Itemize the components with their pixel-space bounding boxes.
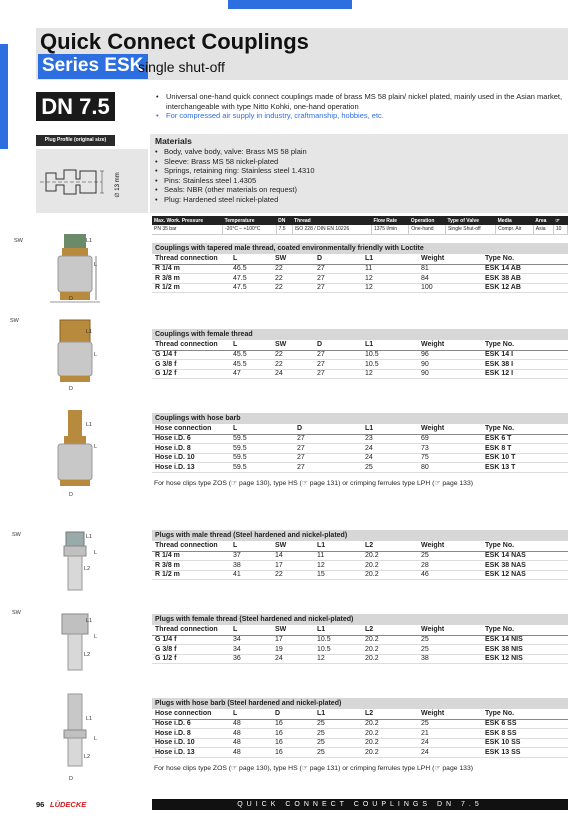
spec-value: Asia [533, 225, 553, 234]
cell: G 1/4 f [152, 635, 230, 645]
table-title: Couplings with female thread [152, 329, 568, 340]
dim-l: L [94, 634, 98, 640]
product-table [152, 243, 568, 293]
material-item: • Springs, retaining ring: Stainless steel 1.4310 [155, 166, 315, 176]
cell: 24 [418, 748, 482, 758]
type-number: ESK 12 NIS [482, 654, 568, 664]
dim-l1: L1 [86, 329, 93, 335]
spec-value: Single Shut-off [445, 225, 495, 234]
cell: 12 [314, 654, 362, 664]
cell: 28 [418, 561, 482, 571]
cell: G 1/4 f [152, 350, 230, 360]
cell: Hose i.D. 13 [152, 748, 230, 758]
side-accent-tab [0, 44, 8, 149]
col-header: Thread connection [152, 254, 230, 264]
cell: 17 [272, 635, 314, 645]
cell: 75 [418, 453, 482, 463]
cell: G 1/2 f [152, 369, 230, 379]
cell: 36 [230, 654, 272, 664]
top-accent-bar [228, 0, 352, 9]
col-header: Hose connection [152, 709, 230, 719]
col-header: L2 [362, 541, 418, 551]
cell: 11 [314, 551, 362, 561]
cell: R 1/4 m [152, 551, 230, 561]
cell: 22 [272, 274, 314, 284]
coupling-female-thread-image [36, 316, 116, 391]
cell: 27 [314, 274, 362, 284]
cell: 90 [418, 360, 482, 370]
cell: 16 [272, 729, 314, 739]
material-item: • Pins: Stainless steel 1.4305 [155, 176, 315, 186]
spec-value: -20°C – +100°C [223, 225, 277, 234]
col-header: L [230, 254, 272, 264]
cell: 27 [314, 369, 362, 379]
type-number: ESK 10 SS [482, 738, 568, 748]
cell: 10.5 [314, 635, 362, 645]
type-number: ESK 13 T [482, 463, 568, 473]
brand-logo: LÜDECKE [50, 800, 87, 809]
cell: Hose i.D. 6 [152, 434, 230, 444]
col-header: Type No. [482, 424, 568, 434]
plug-male-thread-image [36, 530, 116, 599]
dim-sw: SW [14, 238, 23, 244]
col-header: Weight [418, 254, 482, 264]
cell: 20.2 [362, 635, 418, 645]
col-header: SW [272, 254, 314, 264]
page-ref-icon: ☞ [553, 216, 567, 225]
cell: 46 [418, 570, 482, 580]
spec-table [152, 216, 568, 235]
cell: 22 [272, 283, 314, 293]
cell: R 1/4 m [152, 264, 230, 274]
cell: 19 [272, 645, 314, 655]
dim-d: D [69, 492, 73, 498]
intro-item-highlight: • For compressed air supply in industry, craftmanship, hobbies, etc. [156, 111, 566, 121]
cell: 27 [314, 360, 362, 370]
page-title: Quick Connect Couplings [40, 29, 309, 54]
cell: G 3/8 f [152, 360, 230, 370]
coupling-hose-barb-image [36, 408, 116, 495]
dim-l1: L1 [86, 534, 93, 540]
table-title: Couplings with hose barb [152, 413, 568, 424]
plug-profile-drawing [36, 149, 148, 213]
cell: 69 [418, 434, 482, 444]
spec-header: Media [496, 216, 534, 225]
cell: 45.5 [230, 360, 272, 370]
type-number: ESK 6 SS [482, 719, 568, 729]
type-number: ESK 8 SS [482, 729, 568, 739]
col-header: Type No. [482, 541, 568, 551]
cell: 16 [272, 719, 314, 729]
coupling-male-thread-image [36, 232, 116, 309]
cell: 34 [230, 645, 272, 655]
col-header: D [314, 254, 362, 264]
cell: 20.2 [362, 719, 418, 729]
cell: 47.5 [230, 274, 272, 284]
profile-label: Plug Profile (original size) [36, 135, 115, 146]
intro-item: • Universal one-hand quick connect couplings made of brass MS 58 plain/ nickel plated, mainly used in the Asian market, interchangeable with type Nitto Kohki, one-hand operation [156, 92, 566, 111]
cell: 24 [418, 738, 482, 748]
dim-sw: SW [12, 532, 21, 538]
col-header: L1 [314, 709, 362, 719]
cell: 45.5 [230, 350, 272, 360]
dim-l1: L1 [86, 716, 93, 722]
page-number: 96 [36, 800, 45, 809]
cell: R 3/8 m [152, 274, 230, 284]
cell: 34 [230, 635, 272, 645]
series-subtitle: single shut-off [138, 59, 225, 75]
profile-dimension: ∅ 13 mm [115, 172, 121, 198]
cell: 84 [418, 274, 482, 284]
hose-clip-note: For hose clips type ZOS (☞ page 130), type HS (☞ page 131) or crimping ferrules type LPH (☞ page 133) [154, 765, 473, 772]
cell: Hose i.D. 10 [152, 453, 230, 463]
cell: 20.2 [362, 729, 418, 739]
cell: 25 [314, 738, 362, 748]
cell: 59.5 [230, 463, 294, 473]
cell: 48 [230, 729, 272, 739]
cell: 41 [230, 570, 272, 580]
cell: 14 [272, 551, 314, 561]
cell: 27 [294, 444, 362, 454]
dim-l: L [94, 352, 98, 358]
col-header: Weight [418, 625, 482, 635]
cell: 24 [272, 654, 314, 664]
cell: 16 [272, 748, 314, 758]
type-number: ESK 38 AB [482, 274, 568, 284]
cell: 25 [418, 635, 482, 645]
plug-female-thread-image [36, 610, 116, 679]
cell: 27 [294, 463, 362, 473]
spec-header: Operation [409, 216, 446, 225]
cell: 25 [418, 551, 482, 561]
cell: Hose i.D. 8 [152, 729, 230, 739]
product-table [152, 698, 568, 758]
cell: R 1/2 m [152, 283, 230, 293]
spec-value: Compr. Air [496, 225, 534, 234]
col-header: Thread connection [152, 625, 230, 635]
col-header: D [294, 424, 362, 434]
cell: 73 [418, 444, 482, 454]
cell: 25 [362, 463, 418, 473]
col-header: Hose connection [152, 424, 230, 434]
cell: G 1/2 f [152, 654, 230, 664]
product-table [152, 329, 568, 379]
type-number: ESK 10 T [482, 453, 568, 463]
product-table [152, 614, 568, 664]
cell: 59.5 [230, 453, 294, 463]
dim-d: D [69, 386, 73, 392]
col-header: L1 [314, 625, 362, 635]
col-header: SW [272, 340, 314, 350]
col-header: Weight [418, 541, 482, 551]
dim-l: L [94, 444, 98, 450]
type-number: ESK 12 I [482, 369, 568, 379]
material-item: • Seals: NBR (other materials on request) [155, 185, 315, 195]
cell: 15 [314, 570, 362, 580]
cell: 100 [418, 283, 482, 293]
cell: 27 [294, 434, 362, 444]
type-number: ESK 14 NIS [482, 635, 568, 645]
cell: 59.5 [230, 444, 294, 454]
cell: 22 [272, 350, 314, 360]
cell: 12 [314, 561, 362, 571]
cell: 10.5 [362, 360, 418, 370]
cell: 17 [272, 561, 314, 571]
dim-l2: L2 [84, 754, 91, 760]
cell: 59.5 [230, 434, 294, 444]
cell: Hose i.D. 6 [152, 719, 230, 729]
cell: 23 [362, 434, 418, 444]
col-header: L2 [362, 625, 418, 635]
dim-l: L [94, 262, 98, 268]
intro-list [156, 92, 566, 121]
cell: R 1/2 m [152, 570, 230, 580]
dim-sw: SW [12, 610, 21, 616]
cell: 24 [362, 453, 418, 463]
table-title: Plugs with male thread (Steel hardened and nickel-plated) [152, 530, 568, 541]
col-header: L [230, 340, 272, 350]
cell: 22 [272, 360, 314, 370]
cell: 46.5 [230, 264, 272, 274]
type-number: ESK 6 T [482, 434, 568, 444]
plug-hose-barb-image [36, 692, 116, 777]
spec-header: Temperature [223, 216, 277, 225]
cell: 20.2 [362, 570, 418, 580]
cell: 27 [294, 453, 362, 463]
type-number: ESK 8 T [482, 444, 568, 454]
spec-header: Max. Work. Pressure [152, 216, 223, 225]
dim-d: D [69, 776, 73, 782]
col-header: D [272, 709, 314, 719]
col-header: Type No. [482, 254, 568, 264]
product-table [152, 530, 568, 580]
cell: 37 [230, 551, 272, 561]
cell: Hose i.D. 13 [152, 463, 230, 473]
spec-header: Flow Rate [371, 216, 408, 225]
cell: 48 [230, 738, 272, 748]
dn-badge: DN 7.5 [36, 92, 115, 121]
type-number: ESK 14 NAS [482, 551, 568, 561]
spec-value: One-hand [409, 225, 446, 234]
cell: 25 [314, 729, 362, 739]
type-number: ESK 14 AB [482, 264, 568, 274]
col-header: L [230, 424, 294, 434]
type-number: ESK 12 NAS [482, 570, 568, 580]
type-number: ESK 12 AB [482, 283, 568, 293]
cell: 11 [362, 264, 418, 274]
cell: 47.5 [230, 283, 272, 293]
dim-l1: L1 [86, 618, 93, 624]
col-header: Thread connection [152, 340, 230, 350]
spec-header: DN [276, 216, 292, 225]
cell: 47 [230, 369, 272, 379]
col-header: SW [272, 625, 314, 635]
cell: 20.2 [362, 551, 418, 561]
cell: 12 [362, 274, 418, 284]
col-header: Type No. [482, 340, 568, 350]
cell: 27 [314, 264, 362, 274]
dim-l: L [94, 736, 98, 742]
spec-value: ISO 228 / DIN EN 10226 [292, 225, 371, 234]
dim-d: D [69, 296, 73, 302]
cell: 81 [418, 264, 482, 274]
col-header: Type No. [482, 709, 568, 719]
col-header: L2 [362, 709, 418, 719]
cell: Hose i.D. 10 [152, 738, 230, 748]
col-header: L [230, 625, 272, 635]
col-header: D [314, 340, 362, 350]
hose-clip-note: For hose clips type ZOS (☞ page 130), type HS (☞ page 131) or crimping ferrules type LPH (☞ page 133) [154, 480, 473, 487]
spec-header: Thread [292, 216, 371, 225]
spec-value: 1375 l/min [371, 225, 408, 234]
col-header: Weight [418, 709, 482, 719]
spec-value: 10 [553, 225, 567, 234]
cell: 21 [418, 729, 482, 739]
dim-l2: L2 [84, 566, 91, 572]
col-header: Weight [418, 424, 482, 434]
cell: R 3/8 m [152, 561, 230, 571]
cell: 25 [418, 645, 482, 655]
cell: 27 [314, 350, 362, 360]
table-title: Plugs with hose barb (Steel hardened and nickel-plated) [152, 698, 568, 709]
dim-l2: L2 [84, 652, 91, 658]
col-header: Thread connection [152, 541, 230, 551]
cell: 22 [272, 570, 314, 580]
materials-list [155, 147, 315, 204]
cell: 24 [362, 444, 418, 454]
col-header: Weight [418, 340, 482, 350]
col-header: Type No. [482, 625, 568, 635]
cell: 24 [272, 369, 314, 379]
col-header: L1 [362, 340, 418, 350]
series-badge: Series ESK [38, 54, 148, 79]
cell: 90 [418, 369, 482, 379]
cell: 16 [272, 738, 314, 748]
cell: 12 [362, 283, 418, 293]
cell: 96 [418, 350, 482, 360]
cell: 20.2 [362, 645, 418, 655]
col-header: L1 [362, 424, 418, 434]
dim-l1: L1 [86, 422, 93, 428]
type-number: ESK 38 NAS [482, 561, 568, 571]
cell: 48 [230, 719, 272, 729]
spec-header: Type of Valve [445, 216, 495, 225]
cell: 22 [272, 264, 314, 274]
cell: 20.2 [362, 561, 418, 571]
material-item: • Sleeve: Brass MS 58 nickel-plated [155, 157, 315, 167]
cell: 27 [314, 283, 362, 293]
material-item: • Plug: Hardened steel nickel-plated [155, 195, 315, 205]
spec-value: PN 35 bar [152, 225, 223, 234]
cell: G 3/8 f [152, 645, 230, 655]
cell: 48 [230, 748, 272, 758]
cell: 25 [314, 748, 362, 758]
cell: 38 [230, 561, 272, 571]
dim-l: L [94, 550, 98, 556]
col-header: L [230, 709, 272, 719]
type-number: ESK 14 I [482, 350, 568, 360]
cell: 10.5 [314, 645, 362, 655]
type-number: ESK 38 NIS [482, 645, 568, 655]
dim-sw: SW [10, 318, 19, 324]
material-item: • Body, valve body, valve: Brass MS 58 plain [155, 147, 315, 157]
dim-l1: L1 [86, 238, 93, 244]
type-number: ESK 13 SS [482, 748, 568, 758]
product-table [152, 413, 568, 473]
col-header: L [230, 541, 272, 551]
cell: 20.2 [362, 654, 418, 664]
table-title: Couplings with tapered male thread, coated environmentally friendly with Loctite [152, 243, 568, 254]
cell: 20.2 [362, 738, 418, 748]
col-header: L1 [314, 541, 362, 551]
cell: Hose i.D. 8 [152, 444, 230, 454]
materials-title: Materials [155, 136, 192, 146]
spec-header: Area [533, 216, 553, 225]
spec-value: 7.5 [276, 225, 292, 234]
cell: 12 [362, 369, 418, 379]
cell: 80 [418, 463, 482, 473]
table-title: Plugs with female thread (Steel hardened and nickel-plated) [152, 614, 568, 625]
cell: 20.2 [362, 748, 418, 758]
type-number: ESK 38 I [482, 360, 568, 370]
cell: 10.5 [362, 350, 418, 360]
cell: 25 [418, 719, 482, 729]
col-header: SW [272, 541, 314, 551]
cell: 38 [418, 654, 482, 664]
cell: 25 [314, 719, 362, 729]
footer-bar: QUICK CONNECT COUPLINGS DN 7.5 [152, 799, 568, 810]
col-header: L1 [362, 254, 418, 264]
